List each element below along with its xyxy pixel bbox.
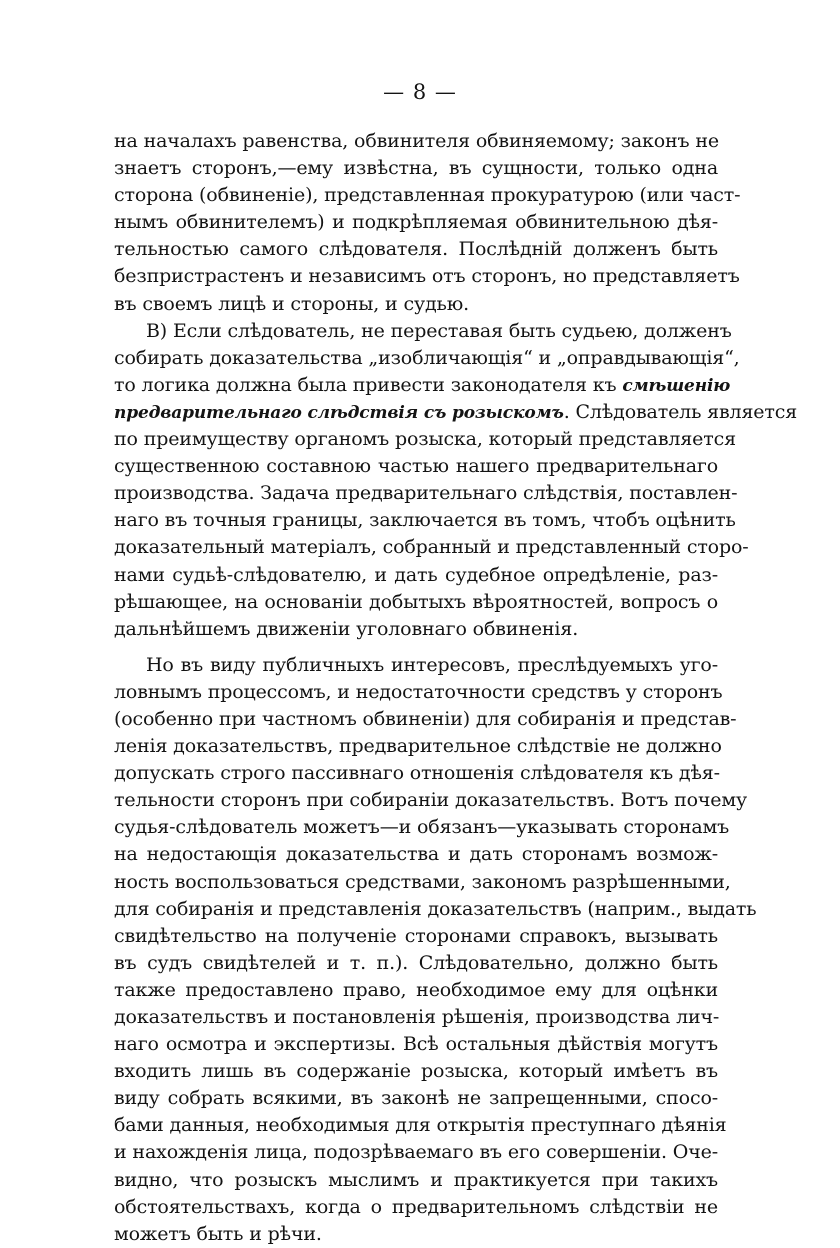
body-text — [114, 128, 798, 1248]
text-line: видно, что розыскъ мыслимъ и практикуется при такихъ — [114, 1168, 718, 1191]
emphasis-text: смѣшенію — [622, 375, 731, 396]
text-line: наго въ точныя границы, заключается въ томъ, чтобъ оцѣнить — [114, 509, 736, 532]
text-line: также предоставлено право, необходимое ему для оцѣнки — [114, 978, 718, 1001]
text-line: судья-слѣдователь можетъ—и обязанъ—указывать сторонамъ — [114, 816, 730, 839]
text-line: въ судъ свидѣтелей и т. п.). Слѣдовательно, должно быть — [114, 951, 718, 974]
text-line: знаетъ сторонъ,—ему извѣстна, въ сущности, только одна — [114, 157, 718, 180]
text-line: Но въ виду публичныхъ интересовъ, преслѣдуемыхъ уго- — [146, 653, 718, 676]
text-line: по преимуществу органомъ розыска, который представляется — [114, 428, 736, 451]
text-line: ность воспользоваться средствами, закономъ разрѣшенными, — [114, 870, 731, 893]
text-line: безпристрастенъ и независимъ отъ сторонъ, но представляетъ — [114, 265, 740, 288]
text-line: для собиранія и представленія доказательствъ (наприм., выдать — [114, 897, 757, 920]
text-line: ленія доказательствъ, предварительное слѣдствіе не должно — [114, 735, 722, 758]
text-line: бами данныя, необходимыя для открытія преступнаго дѣянія — [114, 1114, 727, 1137]
emphasis-text: предварительнаго слѣдствія съ розыскомъ — [114, 402, 564, 423]
text-line: существенною составною частью нашего предварительнаго — [114, 455, 718, 478]
text-line: нами судьѣ-слѣдователю, и дать судебное опредѣленіе, раз- — [114, 563, 718, 586]
text-line: доказательный матеріалъ, собранный и представленный сторо- — [114, 536, 749, 559]
text-line: сторона (обвиненіе), представленная прокуратурою (или част- — [114, 184, 741, 207]
text-line: дальнѣйшемъ движеніи уголовнаго обвиненія. — [114, 617, 579, 640]
paragraph-1 — [114, 128, 741, 318]
text-line: въ своемъ лицѣ и стороны, и судью. — [114, 292, 470, 315]
text-line: наго осмотра и экспертизы. Всѣ остальныя дѣйствія могутъ — [114, 1033, 718, 1056]
text-line: тельности сторонъ при собираніи доказательствъ. Вотъ почему — [114, 789, 748, 812]
text-line: свидѣтельство на полученіе сторонами справокъ, вызывать — [114, 924, 718, 947]
text-line: (особенно при частномъ обвиненіи) для собиранія и представ- — [114, 707, 737, 730]
paragraph-2 — [114, 318, 798, 643]
text-line: рѣшающее, на основаніи добытыхъ вѣроятностей, вопросъ о — [114, 590, 718, 613]
text-line: доказательствъ и постановленія рѣшенія, производства лич- — [114, 1006, 720, 1028]
paragraph-3 — [114, 652, 757, 1248]
text-line: В) Если слѣдователь, не переставая быть судьею, долженъ — [146, 319, 732, 342]
text-fragment: . Слѣдователь является — [563, 400, 798, 423]
text-line: на началахъ равенства, обвинителя обвиняемому; законъ не — [114, 130, 719, 152]
text-line: и нахожденія лица, подозрѣваемаго въ его совершеніи. Оче- — [114, 1141, 718, 1164]
text-line: допускать строго пассивнаго отношенія слѣдователя къ дѣя- — [114, 762, 720, 785]
page-number: — 8 — — [383, 80, 457, 104]
text-line: производства. Задача предварительнаго слѣдствія, поставлен- — [114, 482, 738, 505]
text-fragment: то логика должна была привести законодателя къ — [114, 373, 623, 396]
text-line: обстоятельствахъ, когда о предварительномъ слѣдствіи не — [114, 1195, 718, 1218]
text-line: собирать доказательства „изобличающія“ и „оправдывающія“, — [114, 346, 740, 369]
text-line: можетъ быть и рѣчи. — [114, 1222, 322, 1245]
text-line: на недостающія доказательства и дать сторонамъ возмож- — [114, 843, 718, 866]
text-line: тельностью самого слѣдователя. Послѣдній долженъ быть — [114, 238, 718, 261]
text-line — [114, 399, 798, 426]
text-line — [114, 372, 731, 399]
text-line: нымъ обвинителемъ) и подкрѣпляемая обвинительною дѣя- — [114, 211, 718, 234]
text-line: входить лишь въ содержаніе розыска, который имѣетъ въ — [114, 1060, 718, 1083]
text-line: виду собрать всякими, въ законѣ не запрещенными, спосо- — [114, 1087, 718, 1110]
text-line: ловнымъ процессомъ, и недостаточности средствъ у сторонъ — [114, 680, 723, 703]
